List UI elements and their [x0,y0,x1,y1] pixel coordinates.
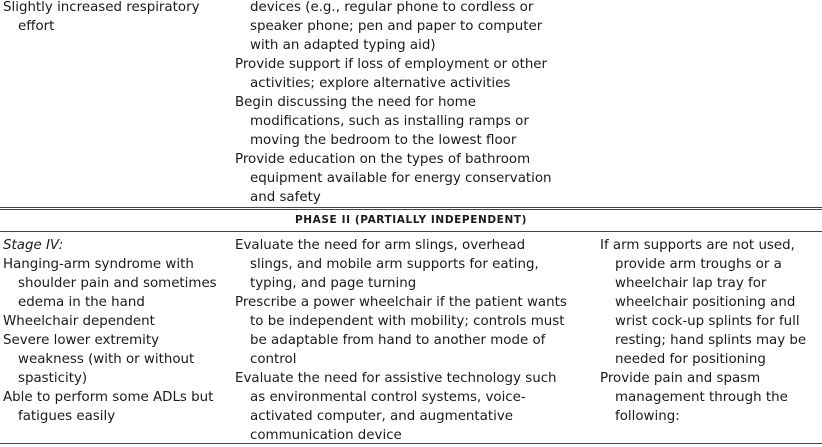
stage-symptoms-column [3,236,228,426]
symptom-item: Severe lower extremity weakness (with or without spasticity) [3,333,195,386]
symptom-item: Wheelchair dependent [3,314,155,329]
symptom-item: Slightly increased respiratory effort [3,0,200,34]
intervention-item: Provide support if loss of employment or other activities; explore alternative activities [235,57,548,91]
intervention-item: Begin discussing the need for home modifications, such as installing ramps or moving the bedroom to the lowest floor [235,95,529,148]
phase-heading: PHASE II (PARTIALLY INDEPENDENT) [294,214,527,226]
stage-positioning-column [600,236,822,426]
positioning-item: Provide pain and spasm management through the following: [600,371,788,424]
section-divider [0,207,822,208]
stage-label: Stage IV: [3,238,64,253]
intervention-continuation: devices (e.g., regular phone to cordless or speaker phone; pen and paper to computer with an adapted typing aid) [250,0,543,53]
intervention-item: Prescribe a power wheelchair if the patient wants to be independent with mobility; controls must be adaptable from hand to another mode of control [235,295,567,367]
top-symptoms-column [3,0,228,36]
stage-interventions-column [235,236,567,445]
section-divider [0,231,822,232]
intervention-item: Evaluate the need for assistive technology such as environmental control systems, voice-activated computer, and augmentative communication device [235,371,557,443]
symptom-item: Hanging-arm syndrome with shoulder pain and sometimes edema in the hand [3,257,217,310]
positioning-item: If arm supports are not used, provide arm troughs or a wheelchair lap tray for wheelchair positioning and wrist cock-up splints for full resting; hand splints may be needed for positioning [600,238,807,367]
intervention-item: Provide education on the types of bathroom equipment available for energy conservation and safety [235,152,552,205]
intervention-item: Evaluate the need for arm slings, overhead slings, and mobile arm supports for eating, typing, and page turning [235,238,539,291]
top-interventions-column [235,0,567,207]
symptom-item: Able to perform some ADLs but fatigues easily [3,390,214,424]
section-divider [0,209,822,210]
table-bottom-rule [0,443,822,444]
